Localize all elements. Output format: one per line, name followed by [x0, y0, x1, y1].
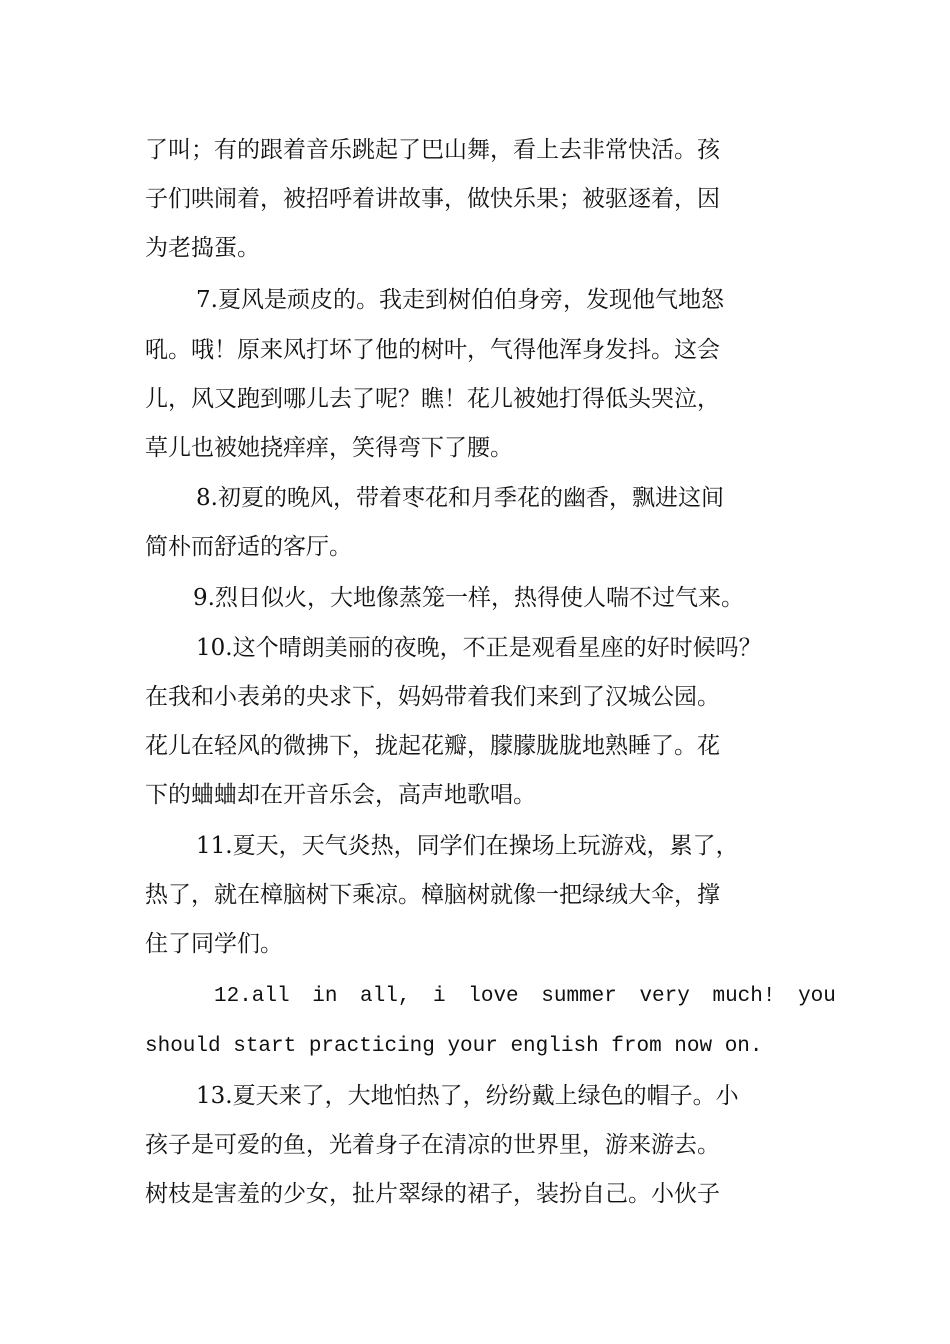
text-line: should start practicing your english from now on. [145, 1035, 763, 1058]
text-line: 孩子是可爱的鱼，光着身子在清凉的世界里，游来游去。 [145, 1132, 720, 1158]
text-line: 在我和小表弟的央求下，妈妈带着我们来到了汉城公园。 [145, 684, 720, 710]
text-line: 儿，风又跑到哪儿去了呢？瞧！花儿被她打得低头哭泣， [145, 386, 720, 412]
paragraph-9-line: 9.烈日似火，大地像蒸笼一样，热得使人喘不过气来。 [193, 585, 744, 611]
text-line: 住了同学们。 [145, 931, 283, 957]
text-line: 吼。哦！原来风打坏了他的树叶，气得他浑身发抖。这会 [145, 337, 720, 363]
text-line: 下的蛐蛐却在开音乐会，高声地歌唱。 [145, 782, 536, 808]
text-line: 热了，就在樟脑树下乘凉。樟脑树就像一把绿绒大伞，撑 [145, 882, 720, 908]
paragraph-8-first-line: 8.初夏的晚风，带着枣花和月季花的幽香，飘进这间 [196, 485, 724, 511]
text-line: 简朴而舒适的客厅。 [145, 534, 352, 560]
paragraph-11-first-line: 11.夏天，天气炎热，同学们在操场上玩游戏，累了， [196, 833, 739, 859]
text-line: 为老捣蛋。 [145, 235, 260, 261]
text-line: 子们哄闹着，被招呼着讲故事，做快乐果；被驱逐着，因 [145, 186, 720, 212]
text-line: 树枝是害羞的少女，扯片翠绿的裙子，装扮自己。小伙子 [145, 1181, 720, 1207]
text-line: 草儿也被她挠痒痒，笑得弯下了腰。 [145, 435, 513, 461]
paragraph-10-first-line: 10.这个晴朗美丽的夜晚，不正是观看星座的好时候吗？ [196, 635, 762, 661]
paragraph-7-first-line: 7.夏风是顽皮的。我走到树伯伯身旁，发现他气地怒 [196, 287, 724, 313]
text-line: 了叫；有的跟着音乐跳起了巴山舞，看上去非常快活。孩 [145, 137, 720, 163]
text-line: 花儿在轻风的微拂下，拢起花瓣，朦朦胧胧地熟睡了。花 [145, 733, 720, 759]
paragraph-13-first-line: 13.夏天来了，大地怕热了，纷纷戴上绿色的帽子。小 [196, 1083, 739, 1109]
paragraph-12-first-line: 12.all in all, i love summer very much! you [214, 985, 836, 1008]
